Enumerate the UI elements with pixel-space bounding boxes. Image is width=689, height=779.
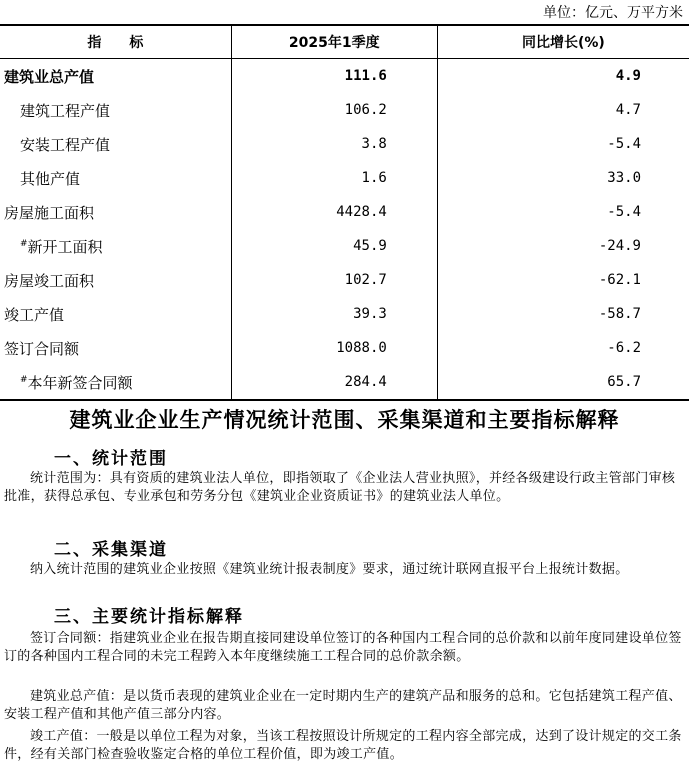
- row-name: 房屋竣工面积: [4, 271, 95, 290]
- row-value: 111.6: [231, 59, 437, 94]
- table-row: [0, 161, 689, 195]
- header-indicator: 指 标: [0, 25, 231, 59]
- statistics-table: [0, 24, 689, 401]
- row-value: 284.4: [231, 365, 437, 400]
- unit-label: 单位：亿元、万平方米: [543, 5, 683, 21]
- row-name: 建筑业总产值: [4, 67, 95, 86]
- explanation-title: 建筑业企业生产情况统计范围、采集渠道和主要指标解释: [69, 407, 620, 432]
- section-heading-indicators: 三、主要统计指标解释: [54, 607, 244, 627]
- table-header-row: [0, 25, 689, 59]
- row-value: 102.7: [231, 263, 437, 297]
- row-yoy: 4.7: [615, 102, 641, 118]
- table-row: [0, 59, 689, 94]
- header-yoy: 同比增长(%): [437, 25, 689, 59]
- header-period: 2025年1季度: [231, 25, 437, 59]
- paragraph-completed-output: 竣工产值：一般是以单位工程为对象，当该工程按照设计所规定的工程内容全部完成，达到了设计规定的交工条件，经有关部门检查验收鉴定合格的单位工程价值，即为竣工产值。: [4, 729, 682, 762]
- row-yoy: -24.9: [598, 238, 641, 254]
- paragraph-contract: 签订合同额：指建筑业企业在报告期直接同建设单位签订的各种国内工程合同的总价款和以前年度同建设单位签订的各种国内工程合同的未完工程跨入本年度继续施工工程合同的总价款余额。: [4, 631, 682, 664]
- hash-mark: #: [20, 238, 28, 249]
- row-yoy: -5.4: [607, 136, 641, 152]
- row-name: 建筑工程产值: [20, 101, 111, 120]
- row-value: 4428.4: [231, 195, 437, 229]
- row-yoy: -5.4: [607, 204, 641, 220]
- table-row: [0, 195, 689, 229]
- paragraph-channel: 纳入统计范围的建筑业企业按照《建筑业统计报表制度》要求，通过统计联网直报平台上报统计数据。: [30, 562, 629, 577]
- paragraph-scope: 统计范围为：具有资质的建筑业法人单位，即指领取了《企业法人营业执照》，并经各级建设行政主管部门审核批准，获得总承包、专业承包和劳务分包《建筑业企业资质证书》的建筑业法人单位。: [4, 471, 676, 504]
- row-yoy: 33.0: [607, 170, 641, 186]
- table-row: [0, 263, 689, 297]
- row-value: 3.8: [231, 127, 437, 161]
- row-value: 1.6: [231, 161, 437, 195]
- row-name: [0, 365, 231, 400]
- row-yoy: -58.7: [598, 306, 641, 322]
- paragraph-total-output: 建筑业总产值：是以货币表现的建筑业企业在一定时期内生产的建筑产品和服务的总和。它包括建筑工程产值、安装工程产值和其他产值三部分内容。: [4, 689, 682, 722]
- row-name-text: 新开工面积: [27, 237, 103, 256]
- row-value: 1088.0: [231, 331, 437, 365]
- row-name: [0, 229, 231, 263]
- row-name: 安装工程产值: [20, 135, 111, 154]
- row-name: 其他产值: [20, 169, 81, 188]
- table-row: [0, 93, 689, 127]
- row-value: 39.3: [231, 297, 437, 331]
- row-value: 45.9: [231, 229, 437, 263]
- row-yoy: 65.7: [437, 365, 689, 400]
- row-name: 竣工产值: [4, 305, 65, 324]
- table-row: [0, 127, 689, 161]
- table-row: [0, 365, 689, 400]
- row-yoy: -6.2: [607, 340, 641, 356]
- table-row: [0, 331, 689, 365]
- row-name: 房屋施工面积: [4, 203, 95, 222]
- row-name: 签订合同额: [4, 339, 80, 358]
- hash-mark: #: [20, 374, 28, 385]
- row-yoy: 4.9: [615, 68, 641, 84]
- row-name-text: 本年新签合同额: [27, 373, 133, 392]
- section-heading-channel: 二、采集渠道: [54, 540, 168, 560]
- table-row: [0, 297, 689, 331]
- row-value: 106.2: [231, 93, 437, 127]
- table-row: [0, 229, 689, 263]
- row-yoy: -62.1: [598, 272, 641, 288]
- section-heading-scope: 一、统计范围: [54, 449, 168, 469]
